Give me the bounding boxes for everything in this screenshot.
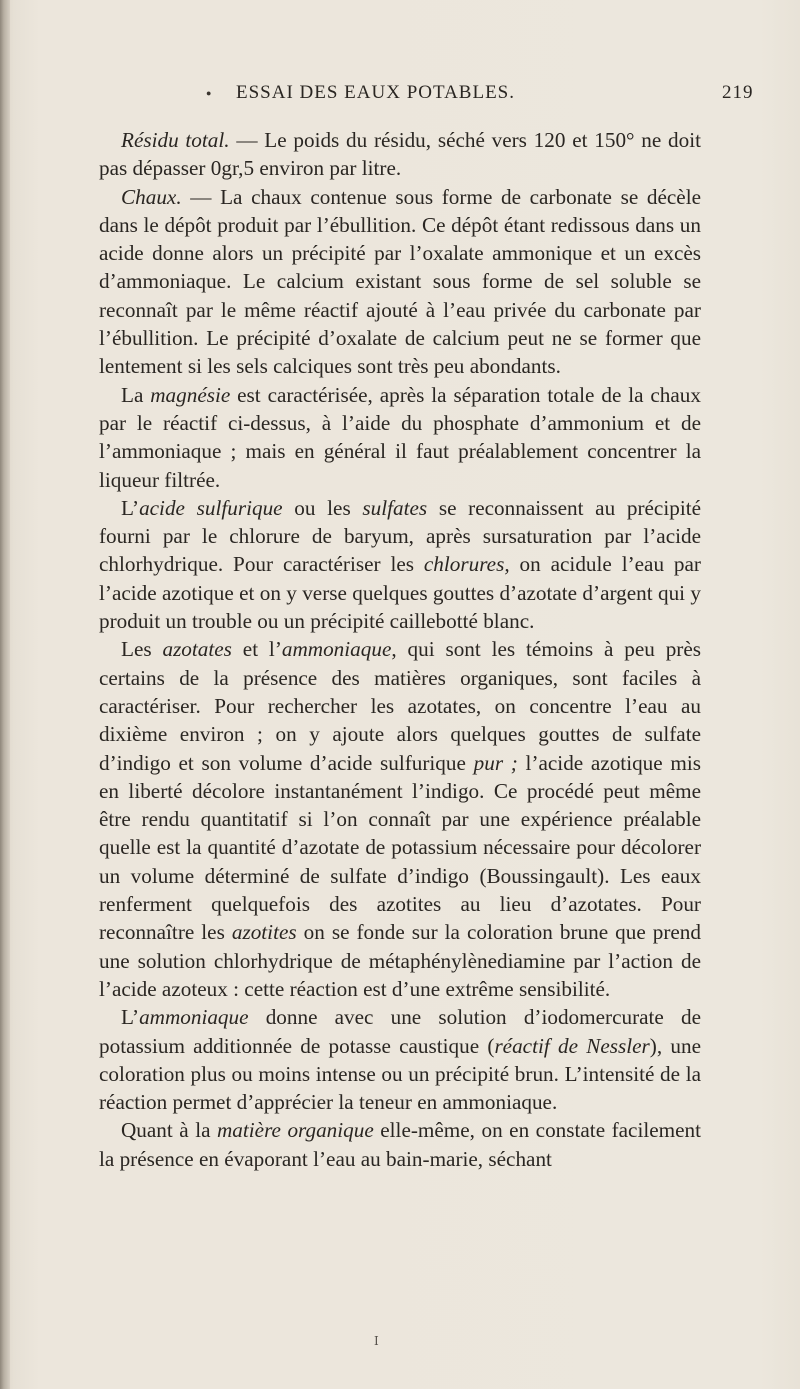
page-number: 219 (722, 82, 754, 103)
bullet-icon: ● (206, 88, 213, 98)
paragraph-residu (99, 126, 701, 183)
term-ammoniaque: ammoniaque (281, 637, 392, 662)
term-residu-total: Résidu total. (121, 128, 230, 152)
paragraph-sulfates-text: on acidule l’eau par l’acide azotique et on y verse quelques gouttes d’azotate d’argent qui y produit un trouble ou un précipité caillebotté blanc. (99, 552, 701, 634)
paragraph-sulfates (99, 494, 701, 635)
paragraph-magnesie-pre: La (121, 382, 151, 407)
paragraph-sulfates-mid2: se reconnaissent au précipité fourni par le chlorure de baryum, après sursaturation par l’acide chlorhydrique. Pour caractériser les (99, 495, 701, 577)
term-pur: pur ; (473, 750, 518, 775)
paragraph-sulfates-mid1: ou les (282, 495, 363, 520)
paragraph-azotates-mid1: et l’ (231, 637, 282, 662)
signature-mark: I (374, 1334, 379, 1348)
term-reactif-nessler: réactif de Nessler (494, 1033, 650, 1058)
paragraph-azotates-pre: Les (121, 637, 163, 662)
binding-edge (0, 0, 10, 1389)
paragraph-magnesie-text: est caractérisée, après la séparation totale de la chaux par le réactif ci-dessus, à l’aide du phosphate d’ammonium et de l’ammoniaque ; mais en général il faut préalablement concentrer la liqueur filtrée. (99, 382, 701, 492)
paragraph-magnesie (99, 381, 701, 494)
paragraph-sulfates-pre: L’ (121, 495, 140, 520)
running-title: ESSAI DES EAUX POTABLES. (236, 82, 515, 103)
paragraph-residu-text: — Le poids du résidu, séché vers 120 et 150° ne doit pas dépasser 0gr,5 environ par litre. (99, 128, 701, 181)
paragraph-ammoniaque (99, 1003, 701, 1116)
term-azotites: azotites (231, 920, 297, 945)
body-text (99, 126, 701, 1173)
paragraph-matiere-text: elle-même, on en constate facilement la présence en évaporant l’eau au bain-marie, séchant (99, 1118, 702, 1171)
term-magnesie: magnésie (150, 382, 231, 407)
paragraph-chaux-text: — La chaux contenue sous forme de carbonate se décèle dans le dépôt produit par l’ébullition. Ce dépôt étant redissous dans un acide donne alors un précipité par l’oxalate ammonique et un excès d’ammoniaque. Le calcium existant sous forme de sel soluble se reconnaît par le même réactif ajouté à l’eau privée du carbonate par l’ébullition. Le précipité d’oxalate de calcium peut ne se former que lentement si les sels calciques sont très peu abondants. (99, 184, 701, 379)
running-header (98, 82, 754, 112)
term-chlorures: chlorures, (423, 552, 510, 577)
paragraph-azotates (99, 635, 701, 1003)
term-matiere-organique: matière organique (217, 1118, 374, 1143)
paragraph-chaux (99, 183, 701, 381)
term-sulfates: sulfates (362, 495, 428, 520)
paragraph-matiere-pre: Quant à la (121, 1118, 217, 1143)
paragraph-azotates-mid2: , qui sont les témoins à peu près certains de la présence des matières organiques, sont faciles à caractériser. Pour rechercher les azotates, on concentre l’eau au dixième environ ; on y ajoute alors quelques gouttes de sulfate d’indigo et son volume d’acide sulfurique (99, 637, 702, 775)
term-azotates: azotates (162, 637, 232, 662)
paragraph-matiere-organique (99, 1116, 701, 1173)
paragraph-azotates-mid3: l’acide azotique mis en liberté décolore instantanément l’indigo. Ce procédé peut même être rendu quantitatif si l’on connaît par une expérience préalable quelle est la quantité d’azotate de potassium nécessaire pour décolorer un volume déterminé de sulfate d’indigo (Boussingault). Les eaux renferment quelquefois des azotites au lieu d’azotates. Pour reconnaître les (99, 750, 702, 945)
paragraph-ammoniaque-pre: L’ (121, 1005, 140, 1030)
term-acide-sulfurique: acide sulfurique (139, 495, 283, 520)
term-chaux: Chaux. (121, 184, 182, 209)
paragraph-ammoniaque-mid1: donne avec une solution d’iodomercurate de potassium additionnée de potasse caustique ( (99, 1005, 701, 1058)
paragraph-ammoniaque-text: ), une coloration plus ou moins intense ou un précipité brun. L’intensité de la réaction permet d’apprécier la teneur en ammoniaque. (99, 1033, 701, 1115)
term-ammoniaque-2: ammoniaque (139, 1005, 249, 1030)
paragraph-azotates-text: on se fonde sur la coloration brune que prend une solution chlorhydrique de métaphénylènediamine par l’action de l’acide azoteux : cette réaction est d’une extrême sensibilité. (99, 920, 701, 1001)
